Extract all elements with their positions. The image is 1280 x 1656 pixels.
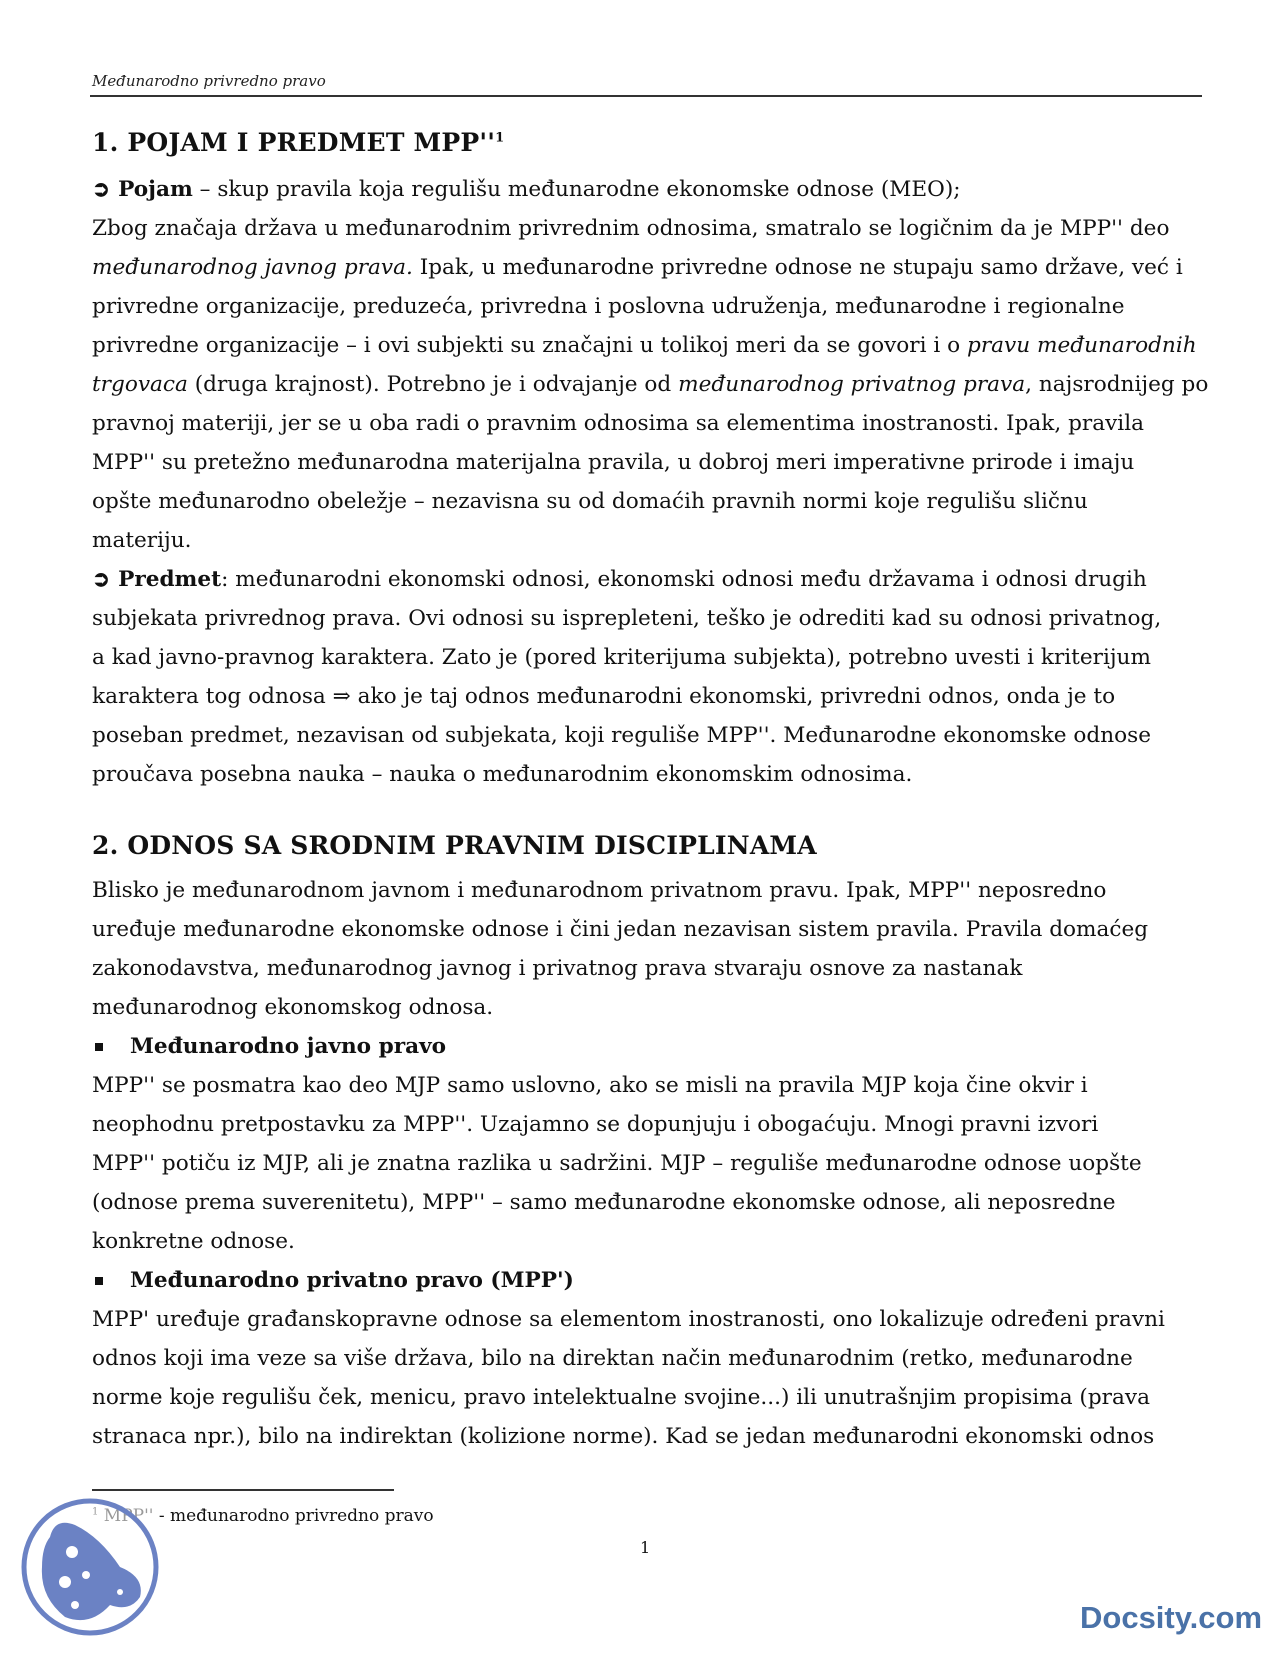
footnote-rule bbox=[92, 1489, 394, 1491]
bullet-icon bbox=[95, 1277, 103, 1285]
bold-term: Međunarodno javno pravo bbox=[130, 1034, 447, 1059]
italic-term: pravu međunarodnih bbox=[967, 333, 1197, 358]
bullet-icon bbox=[95, 1043, 103, 1051]
text-segment: MPP' uređuje građanskopravne odnose sa elementom inostranosti, ono lokalizuje određeni pravni bbox=[92, 1307, 1165, 1332]
text-line bbox=[92, 721, 1151, 751]
text-line bbox=[92, 1110, 1098, 1140]
text-line bbox=[92, 409, 1144, 439]
header-rule bbox=[90, 95, 1202, 97]
text-segment: Blisko je međunarodnom javnom i međunarodnom privatnom pravu. Ipak, MPP'' neposredno bbox=[92, 878, 1107, 903]
text-segment: uređuje međunarodne ekonomske odnose i čini jedan nezavisan sistem pravila. Pravila domaćeg bbox=[92, 917, 1149, 942]
text-line bbox=[92, 1383, 1150, 1413]
docsity-logo-icon bbox=[20, 1497, 160, 1637]
text-segment: MPP'' potiču iz MJP, ali je znatna razlika u sadržini. MJP – reguliše međunarodne odnose uopšte bbox=[92, 1151, 1142, 1176]
text-segment: norme koje regulišu ček, menicu, pravo intelektualne svojine...) ili unutrašnjim propisima (prava bbox=[92, 1385, 1150, 1410]
text-line bbox=[92, 331, 1197, 361]
text-line bbox=[92, 682, 1115, 712]
text-line bbox=[92, 526, 192, 556]
text-segment: odnos koji ima veze sa više država, bilo na direktan način međunarodnim (retko, međunarodne bbox=[92, 1346, 1133, 1371]
text-segment: , najsrodnijeg po bbox=[1025, 372, 1209, 397]
text-line bbox=[92, 1227, 295, 1257]
text-segment: zakonodavstva, međunarodnog javnog i privatnog prava stvaraju osnove za nastanak bbox=[92, 956, 1023, 981]
text-line bbox=[92, 565, 1147, 595]
text-line bbox=[92, 1344, 1133, 1374]
text-line bbox=[92, 487, 1088, 517]
text-segment: međunarodnog ekonomskog odnosa. bbox=[92, 995, 494, 1020]
running-header: Međunarodno privredno pravo bbox=[92, 72, 326, 90]
text-line bbox=[130, 1266, 574, 1296]
text-segment: neophodnu pretpostavku za MPP''. Uzajamno se dopunjuju i obogaćuju. Mnogi pravni izvori bbox=[92, 1112, 1099, 1137]
bold-term: Međunarodno privatno pravo (MPP') bbox=[130, 1268, 574, 1293]
text-line bbox=[92, 760, 912, 790]
page-number: 1 bbox=[640, 1538, 651, 1557]
section-1-heading bbox=[92, 128, 504, 157]
text-line bbox=[92, 292, 1125, 322]
text-segment: MPP'' se posmatra kao deo MJP samo uslovno, ako se misli na pravila MJP koja čine okvir i bbox=[92, 1073, 1088, 1098]
text-segment: proučava posebna nauka – nauka o međunarodnim ekonomskim odnosima. bbox=[92, 762, 913, 787]
text-segment: karaktera tog odnosa ⇒ ako je taj odnos međunarodni ekonomski, privredni odnos, onda je to bbox=[92, 684, 1116, 709]
text-segment: pravnoj materiji, jer se u oba radi o pravnim odnosima sa elementima inostranosti. Ipak, pravila bbox=[92, 411, 1144, 436]
text-line bbox=[92, 1305, 1165, 1335]
text-segment: (druga krajnost). Potrebno je i odvajanje od bbox=[187, 372, 679, 397]
text-line bbox=[92, 643, 1151, 673]
italic-term: trgovaca bbox=[92, 372, 188, 397]
text-line bbox=[92, 448, 1134, 478]
text-line bbox=[92, 954, 1022, 984]
text-segment: konkretne odnose. bbox=[92, 1229, 295, 1254]
text-segment: a kad javno-pravnog karaktera. Zato je (pored kriterijuma subjekta), potrebno uvesti i kriterijum bbox=[92, 645, 1151, 670]
text-line bbox=[92, 253, 1183, 283]
text-line bbox=[92, 1422, 1154, 1452]
text-line bbox=[92, 1149, 1142, 1179]
text-line bbox=[92, 175, 961, 205]
text-segment: : međunarodni ekonomski odnosi, ekonomski odnosi među državama i odnosi drugih bbox=[221, 567, 1147, 592]
docsity-watermark[interactable]: Docsity.com bbox=[1080, 1600, 1263, 1635]
bold-term: Predmet bbox=[118, 567, 222, 592]
arrow-bullet-icon: ➲ bbox=[92, 177, 111, 202]
bold-term: Pojam bbox=[118, 177, 193, 202]
text-line bbox=[92, 604, 1161, 634]
text-segment: poseban predmet, nezavisan od subjekata, koji reguliše MPP''. Međunarodne ekonomske odnose bbox=[92, 723, 1151, 748]
text-segment: materiju. bbox=[92, 528, 192, 553]
text-line bbox=[130, 1032, 446, 1062]
text-segment: – skup pravila koja regulišu međunarodne ekonomske odnose (MEO); bbox=[192, 177, 961, 202]
footnote-term: MPP'' bbox=[103, 1506, 154, 1526]
text-segment: Zbog značaja država u međunarodnim privrednim odnosima, smatralo se logičnim da je MPP'' deo bbox=[92, 216, 1170, 241]
section-2-heading: 2. ODNOS SA SRODNIM PRAVNIM DISCIPLINAMA bbox=[92, 831, 817, 860]
footnote-number: 1 bbox=[92, 1506, 99, 1518]
heading-text: 1. POJAM I PREDMET MPP'' bbox=[92, 128, 496, 157]
text-segment: stranaca npr.), bilo na indirektan (kolizione norme). Kad se jedan međunarodni ekonomski odnos bbox=[92, 1424, 1155, 1449]
text-line bbox=[92, 1071, 1088, 1101]
text-segment: privredne organizacije, preduzeća, privredna i poslovna udruženja, međunarodne i regionalne bbox=[92, 294, 1125, 319]
arrow-bullet-icon: ➲ bbox=[92, 567, 111, 592]
footnote-text: - međunarodno privredno pravo bbox=[153, 1506, 434, 1526]
text-line bbox=[92, 370, 1208, 400]
text-line bbox=[92, 993, 493, 1023]
italic-term: međunarodnog javnog prava. bbox=[92, 255, 413, 280]
text-segment: MPP'' su pretežno međunarodna materijalna pravila, u dobroj meri imperativne prirode i imaju bbox=[92, 450, 1135, 475]
text-segment: opšte međunarodno obeležje – nezavisna su od domaćih pravnih normi koje regulišu sličnu bbox=[92, 489, 1088, 514]
text-line bbox=[92, 1188, 1116, 1218]
text-segment: (odnose prema suverenitetu), MPP'' – samo međunarodne ekonomske odnose, ali neposredne bbox=[92, 1190, 1116, 1215]
text-line bbox=[92, 915, 1148, 945]
text-segment: privredne organizacije – i ovi subjekti su značajni u tolikoj meri da se govori i o bbox=[92, 333, 968, 358]
italic-term: međunarodnog privatnog prava bbox=[678, 372, 1026, 397]
text-segment: Ipak, u međunarodne privredne odnose ne stupaju samo države, već i bbox=[412, 255, 1183, 280]
text-segment: subjekata privrednog prava. Ovi odnosi su isprepleteni, teško je odrediti kad su odnosi privatnog, bbox=[92, 606, 1162, 631]
footnote-ref[interactable]: 1 bbox=[495, 130, 505, 146]
text-line bbox=[92, 876, 1106, 906]
text-line bbox=[92, 214, 1169, 244]
